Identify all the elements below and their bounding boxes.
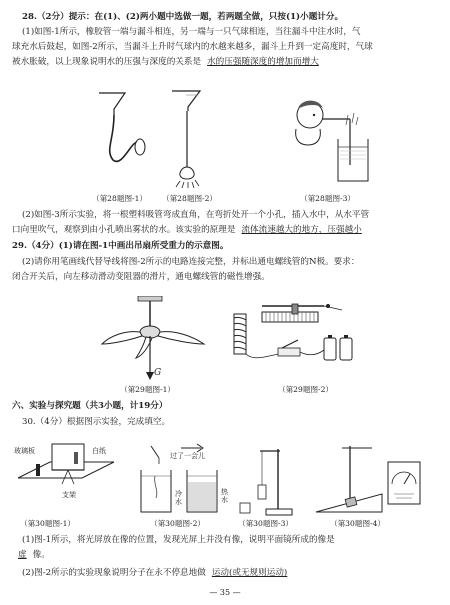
q28-p1-line2: 球充水后鼓起，如图-2所示，当漏斗上升时气球内的水越来越多，漏斗上升到一定高度时，气球: [12, 42, 373, 52]
q30-line2-suffix: 像。: [32, 550, 50, 560]
q30-line3-prefix: (2)图-2所示的实验现象说明分子在永不停息地做: [22, 568, 206, 578]
q28-p2-prefix: 口向里吹气，观察到由小孔喷出雾状的水。该实验的原理是: [12, 225, 236, 235]
label-cold-water: 冷水: [175, 490, 182, 506]
figure-28-3-caption: （第28题图-3）: [300, 194, 356, 203]
q29-line3: 闭合开关后，向左移动滑动变阻器的滑片，通电螺线管的磁性增强。: [12, 272, 270, 282]
q28-p2-line2: [12, 225, 362, 236]
figure-30-3: [236, 445, 306, 520]
q30-line3: [22, 568, 287, 579]
figure-28-2: [168, 85, 208, 190]
figure-30-4: [312, 440, 432, 520]
label-stand: 支架: [62, 491, 76, 499]
figure-30-3-caption: （第30题图-3）: [238, 519, 294, 528]
q29-line2: (2)请你用笔画线代替导线将图-2所示的电路连接完整，并标出通电螺线管的N极。要求：: [22, 257, 360, 267]
q30-answer2: 运动(或无规则运动): [211, 568, 288, 578]
figure-28-2-caption: （第28题图-2）: [162, 194, 218, 203]
q30-line2: [12, 550, 50, 561]
q30-line1: (1)图-1所示，将光屏放在像的位置，发现光屏上并没有像，说明平面镜所成的像是: [22, 535, 335, 545]
figure-30-1-caption: （第30题图-1）: [20, 519, 76, 528]
figure-30-4-caption: （第30题图-4）: [330, 519, 386, 528]
q28-p1-prefix: 被水胀破，以上现象说明水的压强与深度的关系是: [12, 57, 202, 67]
label-white-paper: 白纸: [92, 447, 106, 455]
figure-28-3: [290, 95, 380, 185]
q29-header: 29.（4分）(1)请在图-1中画出吊扇所受重力的示意图。: [12, 241, 229, 251]
figure-30-2-caption: （第30题图-2）: [150, 519, 206, 528]
q28-p1-answer: 水的压强随深度的增加而增大: [207, 57, 319, 67]
section-6-title: 六、实验与探究题（共3小题，计19分）: [12, 401, 168, 411]
figure-29-2-caption: （第29题图-2）: [278, 385, 334, 394]
q28-p2-line1: (2)如图-3所示实验，将一根塑料吸管弯成直角，在弯折处开一个小孔，插入水中，从水平管: [22, 210, 370, 220]
figure-28-1-caption: （第28题图-1）: [92, 194, 148, 203]
page-number: — 35 —: [209, 588, 241, 597]
q28-header: 28.（2分）提示：在(1)、(2)两小题中选做一题，若两题全做，只按(1)小题计分。: [22, 12, 344, 22]
label-hot-water: 热水: [221, 488, 228, 504]
figure-28-1: [95, 85, 165, 177]
q28-p2-answer: 流体流速越大的地方，压强越小: [241, 225, 362, 235]
figure-29-2: [232, 298, 362, 372]
q28-p1-line1: (1)如图-1所示，橡胶管一端与漏斗相连，另一端与一只气球相连，当往漏斗中注水时，气: [22, 27, 361, 37]
figure-29-1-caption: （第29题图-1）: [120, 385, 176, 394]
q28-p1-line3: [12, 57, 319, 68]
q30-header: 30.（4分）根据图示实验，完成填空。: [22, 417, 171, 427]
gravity-label: G: [154, 368, 162, 378]
label-later: 过了一会儿: [170, 452, 205, 460]
q30-answer1: 虚: [18, 550, 27, 560]
label-glass-plate: 玻璃板: [14, 447, 35, 455]
